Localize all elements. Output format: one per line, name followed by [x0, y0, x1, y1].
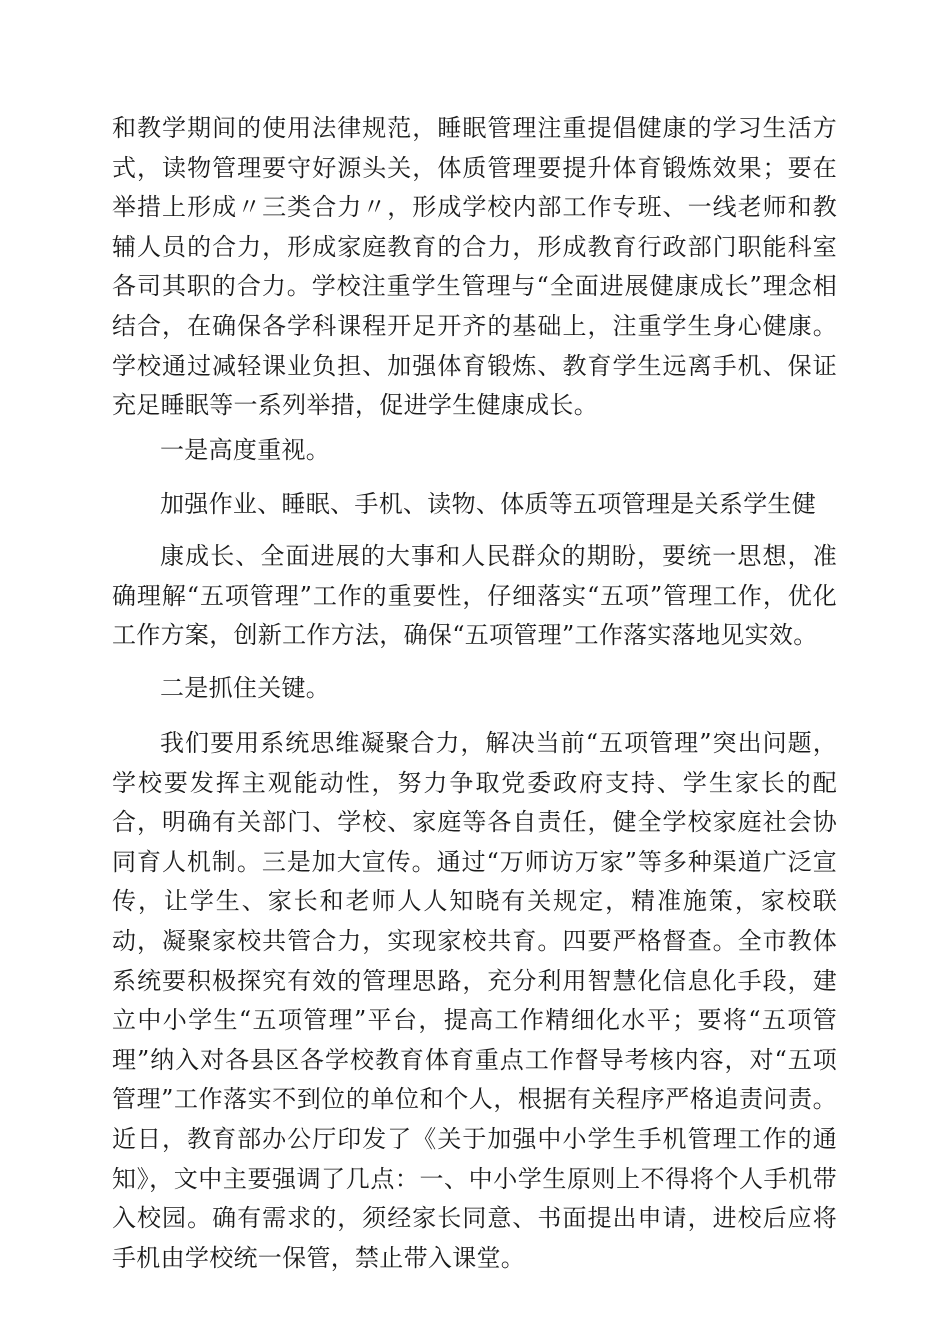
heading-high-attention: 一是高度重视。 — [160, 436, 331, 464]
paragraph-five-management-start: 加强作业、睡眠、手机、读物、体质等五项管理是关系学生健 — [160, 490, 817, 518]
paragraph-five-management-cont: 康成长、全面进展的大事和人民群众的期盼，要统一思想，准确理解“五项管理”工作的重要性，仔细落实“五项”管理工作，优化工作方案，创新工作方法，确保“五项管理”工作落实落地见实效。 — [112, 542, 837, 650]
paragraph-system-thinking: 我们要用系统思维凝聚合力，解决当前“五项管理”突出问题，学校要发挥主观能动性，努力争取党委政府支持、学生家长的配合，明确有关部门、学校、家庭等各自责任，健全学校家庭社会协同育人机制。三是加大宣传。通过“万师访万家”等多种渠道广泛宣传，让学生、家长和老师人人知晓有关规定，精准施策，家校联动，凝聚家校共管合力，实现家校共育。四要严格督查。全市教体系统要积极探究有效的管理思路，充分利用智慧化信息化手段，建立中小学生“五项管理”平台，提高工作精细化水平；要将“五项管理”纳入对各县区各学校教育体育重点工作督导考核内容，对“五项管理”工作落实不到位的单位和个人，根据有关程序严格追责问责。近日，教育部办公厅印发了《关于加强中小学生手机管理工作的通知》，文中主要强调了几点：一、中小学生原则上不得将个人手机带入校园。确有需求的，须经家长同意、书面提出申请，进校后应将手机由学校统一保管，禁止带入课堂。 — [112, 729, 837, 1272]
paragraph-intro: 和教学期间的使用法律规范，睡眠管理注重提倡健康的学习生活方式，读物管理要守好源头关，体质管理要提升体育锻炼效果；要在举措上形成〃三类合力〃，形成学校内部工作专班、一线老师和教辅人员的合力，形成家庭教育的合力，形成教育行政部门职能科室各司其职的合力。学校注重学生管理与“全面进展健康成长”理念相结合，在确保各学科课程开足开齐的基础上，注重学生身心健康。学校通过减轻课业负担、加强体育锻炼、教育学生远离手机、保证充足睡眠等一系列举措，促进学生健康成长。 — [112, 114, 837, 420]
heading-grasp-key: 二是抓住关键。 — [160, 674, 331, 702]
